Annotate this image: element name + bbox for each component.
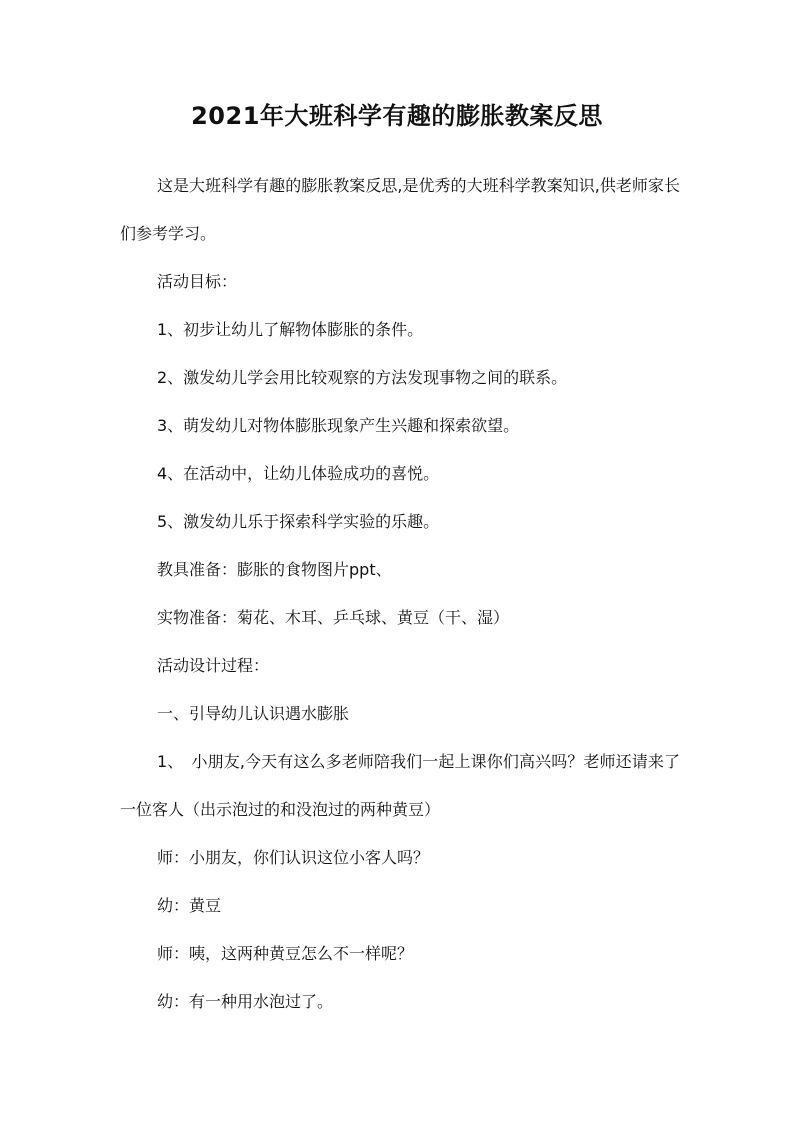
process-paragraph: 1、 小朋友,今天有这么多老师陪我们一起上课你们高兴吗？老师还请来了一位客人（出示泡过的和没泡过的两种黄豆） bbox=[120, 752, 680, 819]
dialogue-line: 师：咦，这两种黄豆怎么不一样呢？ bbox=[157, 944, 414, 963]
document-title: 2021年大班科学有趣的膨胀教案反思 bbox=[191, 102, 603, 130]
dialogue-line: 幼：有一种用水泡过了。 bbox=[157, 992, 334, 1011]
dialogue-line: 师：小朋友，你们认识这位小客人吗？ bbox=[157, 848, 430, 867]
process-step-heading: 一、引导幼儿认识遇水膨胀 bbox=[157, 704, 350, 723]
goal-item: 4、在活动中，让幼儿体验成功的喜悦。 bbox=[157, 464, 440, 483]
goal-item: 5、激发幼儿乐于探索科学实验的乐趣。 bbox=[157, 512, 440, 531]
goal-item: 1、初步让幼儿了解物体膨胀的条件。 bbox=[157, 320, 424, 339]
teaching-aids-paragraph: 教具准备：膨胀的食物图片ppt、 bbox=[157, 560, 392, 579]
goal-item: 3、萌发幼儿对物体膨胀现象产生兴趣和探索欲望。 bbox=[157, 416, 520, 435]
materials-paragraph: 实物准备：菊花、木耳、乒乓球、黄豆（干、湿） bbox=[157, 608, 510, 627]
section-heading-process: 活动设计过程： bbox=[157, 656, 270, 675]
document-body bbox=[120, 162, 680, 1026]
intro-paragraph: 这是大班科学有趣的膨胀教案反思,是优秀的大班科学教案知识,供老师家长们参考学习。 bbox=[120, 176, 680, 243]
section-heading-goals: 活动目标： bbox=[157, 272, 238, 291]
goal-item: 2、激发幼儿学会用比较观察的方法发现事物之间的联系。 bbox=[157, 368, 568, 387]
dialogue-line: 幼：黄豆 bbox=[157, 896, 222, 915]
